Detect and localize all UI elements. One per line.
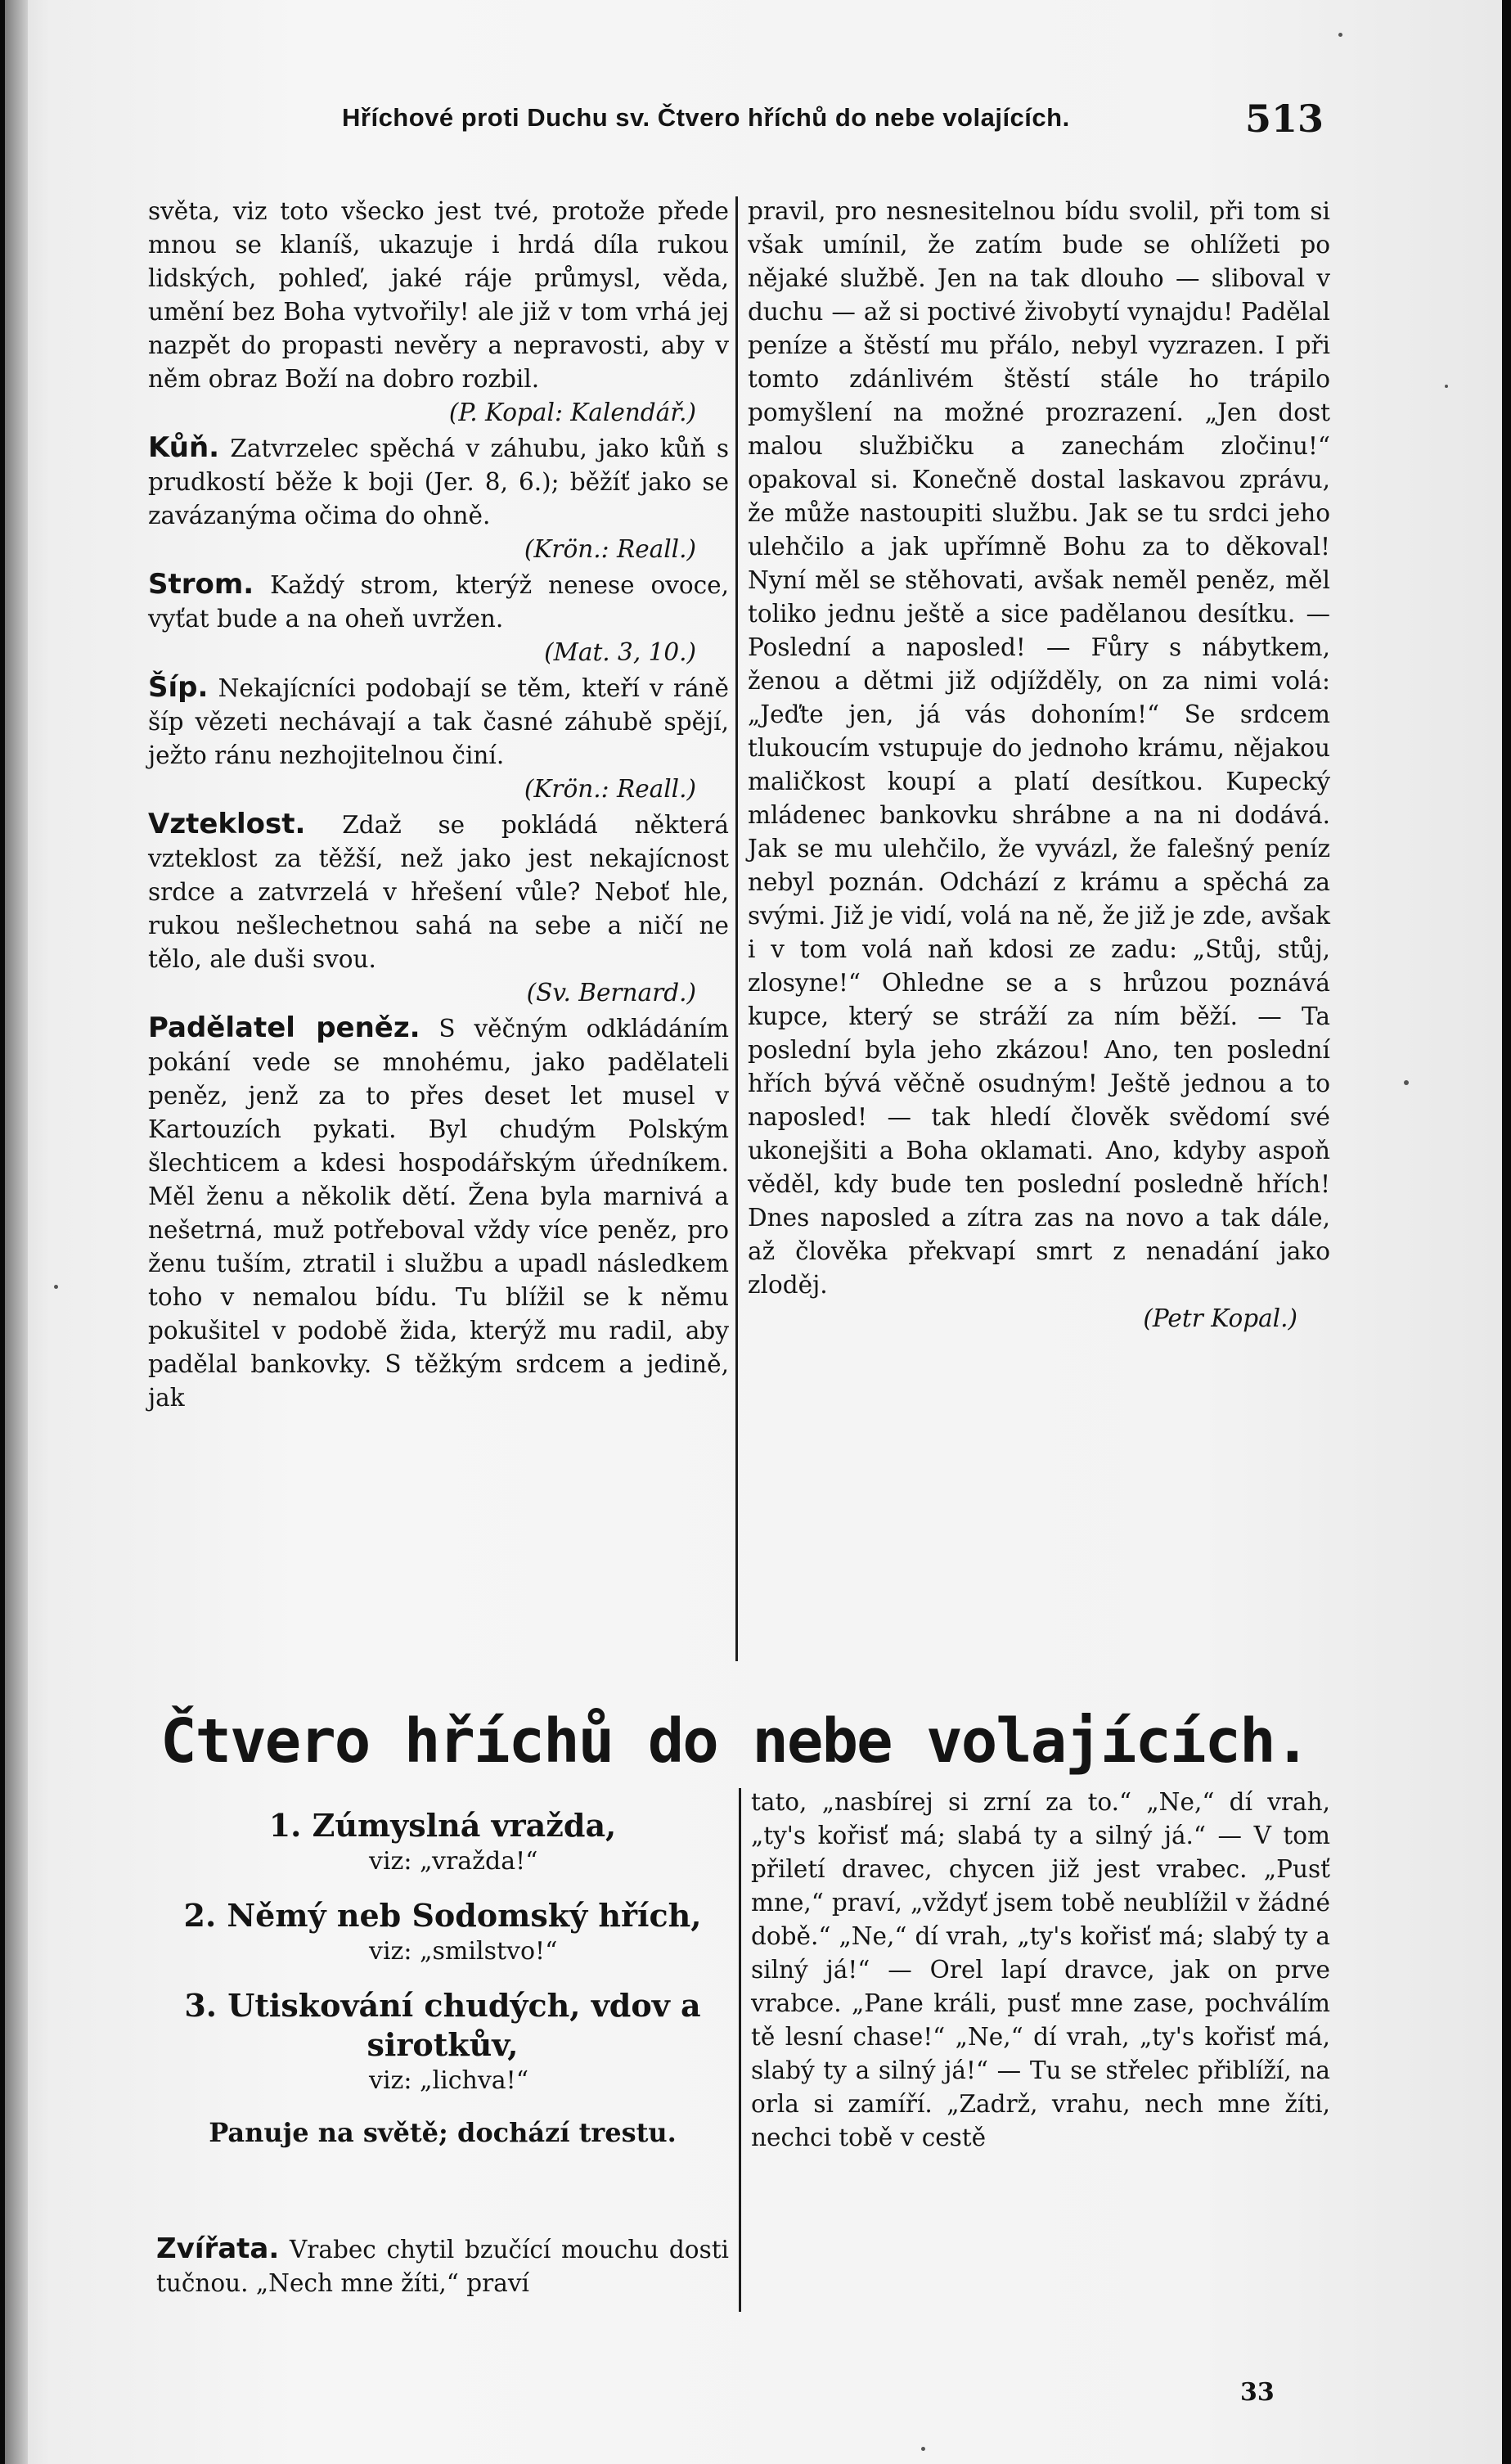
- sin-list: [156, 1788, 729, 2148]
- paragraph: Kůň. Zatvrzelec spěchá v záhubu, jako kůň s prudkostí běže k boji (Jer. 8, 6.); běžíť jako se zavázanýma očima do ohně. (Krön.: Reall.): [148, 431, 729, 566]
- print-speck: [1445, 385, 1448, 388]
- right-column: [748, 195, 1330, 1337]
- page-edge-shadow: [5, 0, 28, 2464]
- paragraph: Padělatel peněz. S věčným odkládáním pokání vede se mnohému, jako padělateli peněz, jenž za to přes deset let musel v Kartouzích pykati. Byl chudým Polským šlechticem a kdesi hospodářským úředníkem. Měl ženu a několik dětí. Žena byla marnivá a nešetrná, muž potřeboval vždy více peněz, pro ženu tuším, ztratil i službu a upadl následkem toho v nemalou bídu. Tu blížil se k němu pokušitel v podobě žida, kterýž mu radil, aby padělal bankovky. S těžkým srdcem a jedině, jak: [148, 1011, 729, 1412]
- source-citation: (Mat. 3, 10.): [544, 638, 696, 666]
- scanned-page: [5, 0, 1502, 2464]
- fable-column: tato, „nasbírej si zrní za to.“ „Ne,“ dí vrah, „ty's kořisť má; slabá ty a silný já.“ — V tom přiletí dravec, chycen již jest vrabec. „Pusť mne,“ praví, „vždyť jsem tobě neublížil v žádné době.“ „Ne,“ dí vrah, „ty's kořisť má; slabý ty a silný já!“ — Orel lapí dravce, jak on prve vrabce. „Pane králi, pusť mne zase, pochválím tě lesní chase!“ „Ne,“ dí vrah, „ty's kořisť má, slabý ty a silný já!“ — Tu se střelec přiblíží, na orla si zamíří. „Zadrž, vrahu, nech mne žíti, nechci tobě v cestě: [751, 1788, 1330, 2151]
- entry-keyword: Padělatel peněz.: [148, 1011, 420, 1044]
- list-item-reference: viz: „lichva!“: [369, 2066, 529, 2095]
- paragraph: Vzteklost. Zdaž se pokládá některá vzteklost za těžší, než jako jest nekajícnost srdce a zatvrzelá v hřešení vůle? Neboť hle, rukou nešlechetnou sahá na sebe a ničí ne tělo, ale duši svou. (Sv. Bernard.): [148, 808, 729, 1010]
- paragraph: světa, viz toto všecko jest tvé, protože přede mnou se klaníš, ukazuje i hrdá díla rukou lidských, pohleď, jaké ráje průmysl, věda, umění bez Boha vytvořily! ale již v tom vrhá jej nazpět do propasti nevěry a nepravosti, aby v něm obraz Boží na dobro rozbil. (P. Kopal: Kalendář.): [148, 195, 729, 430]
- page-header: [342, 97, 1324, 146]
- print-speck: [1338, 33, 1342, 37]
- print-speck: [54, 1285, 58, 1289]
- entry-keyword: Kůň.: [148, 431, 220, 464]
- list-item-title: 3. Utiskování chudých, vdov a sirotkův,: [184, 1987, 701, 2063]
- section-title: Čtvero hříchů do nebe volajících.: [160, 1706, 1310, 1777]
- source-citation: (Krön.: Reall.): [524, 535, 696, 563]
- entry-keyword: Strom.: [148, 568, 254, 601]
- paragraph: Strom. Každý strom, kterýž nenese ovoce, vyťat bude a na oheň uvržen. (Mat. 3, 10.): [148, 568, 729, 669]
- source-citation: (Petr Kopal.): [1143, 1304, 1297, 1332]
- paragraph: pravil, pro nesnesitelnou bídu svolil, při tom si však umínil, že zatím bude se ohlížeti po nějaké službě. Jen na tak dlouho — sliboval v duchu — až si poctivé živobytí vynajdu! Padělal peníze a štěstí mu přálo, nebyl vyzrazen. I při tomto zdánlivém štěstí stále ho trápilo pomyšlení na možné prozrazení. „Jen dost malou službičku a zanechám zločinu!“ opakoval si. Konečně dostal laskavou zprávu, že může nastoupiti službu. Jak se tu srdci jeho ulehčilo a jak upřímně Bohu za to děkoval! Nyní měl se stěhovati, avšak neměl peněz, měl toliko jednu ještě a sice padělanou desítku. — Poslední a naposled! — Fůry s nábytkem, ženou a dětmi již odjížděly, on za nimi volá: „Jeďte jen, já vás dohoním!“ Se srdcem tlukoucím vstupuje do jednoho krámu, nějakou maličkost koupí a platí desítkou. Kupecký mládenec bankovku shrábne a na ni dodává. Jak se mu ulehčilo, že vyvázl, že falešný peníz nebyl poznán. Odchází z krámu a spěchá za svými. Již je vidí, volá na ně, že již je zde, avšak i v tom volá naň kdosi ze zadu: „Stůj, stůj, zlosyne!“ Ohledne se a s hrůzou poznává kupce, který se stráží za ním běží. — Ta poslední byla jeho zkázou! Ano, ten poslední hřích bývá věčně osudným! Ještě jednou a to naposled! — tak hledí člověk svědomí své ukonejšiti a Boha oklamati. Ano, kdyby aspoň věděl, kdy bude ten poslední posledně hřích! Dnes naposled a zítra zas na novo a tak dále, až člověka překvapí smrt z nenadání jako zloděj. (Petr Kopal.): [748, 195, 1330, 1336]
- signature-mark: 33: [1240, 2378, 1275, 2407]
- list-item-reference: viz: „smilstvo!“: [369, 1937, 558, 1966]
- entry-keyword: Vzteklost.: [148, 808, 306, 840]
- paragraph: Šíp. Nekajícníci podobají se těm, kteří v ráně šíp vězeti nechávají a tak časné záhubě spějí, ježto ránu nezhojitelnou činí. (Krön.: Reall.): [148, 671, 729, 806]
- list-item-reference: viz: „vražda!“: [369, 1847, 538, 1876]
- entry-keyword: Zvířata.: [156, 2232, 280, 2265]
- page-number: 513: [1244, 97, 1324, 141]
- source-citation: (Krön.: Reall.): [524, 775, 696, 803]
- source-citation: (P. Kopal: Kalendář.): [448, 399, 696, 426]
- entry-keyword: Šíp.: [148, 671, 209, 704]
- source-citation: (Sv. Bernard.): [526, 979, 696, 1007]
- column-divider: [739, 1788, 741, 2312]
- list-item-title: 1. Zúmyslná vražda,: [268, 1807, 617, 1844]
- motto: Panuje na světě; dochází trestu.: [209, 2117, 677, 2148]
- list-item-title: 2. Němý neb Sodomský hřích,: [183, 1897, 702, 1934]
- column-divider: [735, 196, 738, 1661]
- print-speck: [921, 2447, 925, 2451]
- zvirata-paragraph: Zvířata. Vrabec chytil bzučící mouchu dosti tučnou. „Nech mne žíti,“ praví: [156, 2232, 729, 2297]
- print-speck: [1404, 1080, 1409, 1085]
- left-column: [148, 195, 729, 1417]
- running-title: Hříchové proti Duchu sv. Čtvero hříchů do nebe volajících.: [342, 103, 1070, 132]
